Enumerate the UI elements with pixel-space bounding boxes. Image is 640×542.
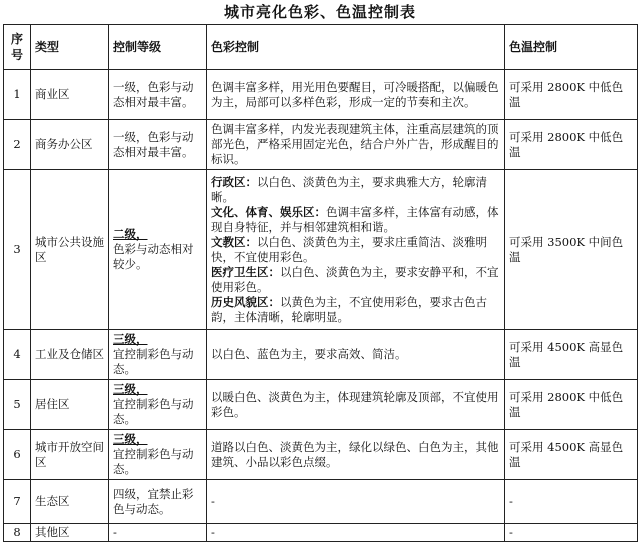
row-level: [109, 380, 207, 430]
row-level: 四级，宜禁止彩色与动态。: [109, 480, 207, 524]
level-text: 宜控制彩色与动态。: [113, 447, 194, 476]
zone-name: 行政区：: [211, 174, 257, 189]
row-type: 商业区: [31, 70, 109, 120]
row-color: 色调丰富多样，用光用色要醒目，可冷暖搭配，以偏暖色为主，局部可以多样色彩，形成一定的节奏和主次。: [207, 70, 505, 120]
zone-item: [211, 205, 500, 235]
row-level: 一级，色彩与动态相对最丰富。: [109, 120, 207, 170]
row-temp: 可采用 2800K 中低色温: [505, 70, 638, 120]
row-no: 8: [4, 524, 31, 542]
table-row: [4, 524, 638, 542]
level-head: 三级，: [113, 432, 148, 446]
header-color: 色彩控制: [207, 25, 505, 70]
row-no: 2: [4, 120, 31, 170]
table-row: [4, 170, 638, 330]
row-color: 道路以白色、淡黄色为主，绿化以绿色、白色为主，其他建筑、小品以彩色点缀。: [207, 430, 505, 480]
zone-item: [211, 235, 500, 265]
row-level: [109, 330, 207, 380]
table-row: [4, 70, 638, 120]
level-text: 色彩与动态相对较少。: [113, 242, 194, 271]
zone-text: 以白色、淡黄色为主，要求安静平和，不宜使用彩色。: [211, 264, 499, 294]
row-color: [207, 170, 505, 330]
table-title: 城市亮化色彩、色温控制表: [223, 3, 416, 21]
row-temp: -: [505, 480, 638, 524]
level-text: 宜控制彩色与动态。: [113, 347, 194, 376]
row-no: 5: [4, 380, 31, 430]
row-type: 生态区: [31, 480, 109, 524]
header-type: 类型: [31, 25, 109, 70]
row-level: 一级，色彩与动态相对最丰富。: [109, 70, 207, 120]
table-row: [4, 480, 638, 524]
row-color: -: [207, 524, 505, 542]
zone-text: 以白色、淡黄色为主，要求庄重简洁、淡雅明快，不宜使用彩色。: [211, 234, 487, 264]
row-type: 城市公共设施区: [31, 170, 109, 330]
zone-item: [211, 175, 500, 205]
row-temp: 可采用 3500K 中间色温: [505, 170, 638, 330]
row-color: -: [207, 480, 505, 524]
row-color: 以暖白色、淡黄色为主，体现建筑轮廓及顶部，不宜使用彩色。: [207, 380, 505, 430]
table-row: [4, 330, 638, 380]
zone-name: 医疗卫生区：: [211, 264, 280, 279]
row-temp: 可采用 2800K 中低色温: [505, 120, 638, 170]
row-temp: 可采用 4500K 高显色温: [505, 330, 638, 380]
table-row: [4, 380, 638, 430]
row-type: 城市开放空间区: [31, 430, 109, 480]
row-type: 商务办公区: [31, 120, 109, 170]
row-type: 工业及仓储区: [31, 330, 109, 380]
row-level: -: [109, 524, 207, 542]
zone-name: 文化、体育、娱乐区：: [211, 204, 326, 219]
header-no: 序号: [4, 25, 31, 70]
row-no: 7: [4, 480, 31, 524]
row-type: 其他区: [31, 524, 109, 542]
row-color: 以白色、蓝色为主，要求高效、简洁。: [207, 330, 505, 380]
zone-item: [211, 265, 500, 295]
level-head: 三级，: [113, 382, 148, 396]
zone-text: 以黄色为主，不宜使用彩色，要求古色古韵，主体清晰，轮廓明显。: [211, 294, 487, 324]
row-temp: 可采用 2800K 中低色温: [505, 380, 638, 430]
row-no: 6: [4, 430, 31, 480]
table-row: [4, 430, 638, 480]
zone-name: 文教区：: [211, 234, 257, 249]
row-level: [109, 170, 207, 330]
level-head: 二级，: [113, 227, 148, 241]
row-level: [109, 430, 207, 480]
level-text: 宜控制彩色与动态。: [113, 397, 194, 426]
row-color: 色调丰富多样，内发光表现建筑主体，注重高层建筑的顶部光色，严格采用固定光色，结合户外广告，形成醒目的标识。: [207, 120, 505, 170]
header-temp: 色温控制: [505, 25, 638, 70]
level-head: 三级，: [113, 332, 148, 346]
table-row: [4, 120, 638, 170]
header-row: [4, 25, 638, 70]
color-temperature-table: [3, 24, 638, 542]
row-no: 3: [4, 170, 31, 330]
zone-text: 以白色、淡黄色为主，要求典雅大方，轮廓清晰。: [211, 174, 487, 204]
row-no: 1: [4, 70, 31, 120]
row-type: 居住区: [31, 380, 109, 430]
row-temp: 可采用 4500K 高显色温: [505, 430, 638, 480]
header-level: 控制等级: [109, 25, 207, 70]
zone-item: [211, 295, 500, 325]
zone-name: 历史风貌区：: [211, 294, 280, 309]
zone-text: 色调丰富多样，主体富有动感，体现自身特征，并与相邻建筑相和谐。: [211, 204, 499, 234]
row-no: 4: [4, 330, 31, 380]
row-temp: -: [505, 524, 638, 542]
